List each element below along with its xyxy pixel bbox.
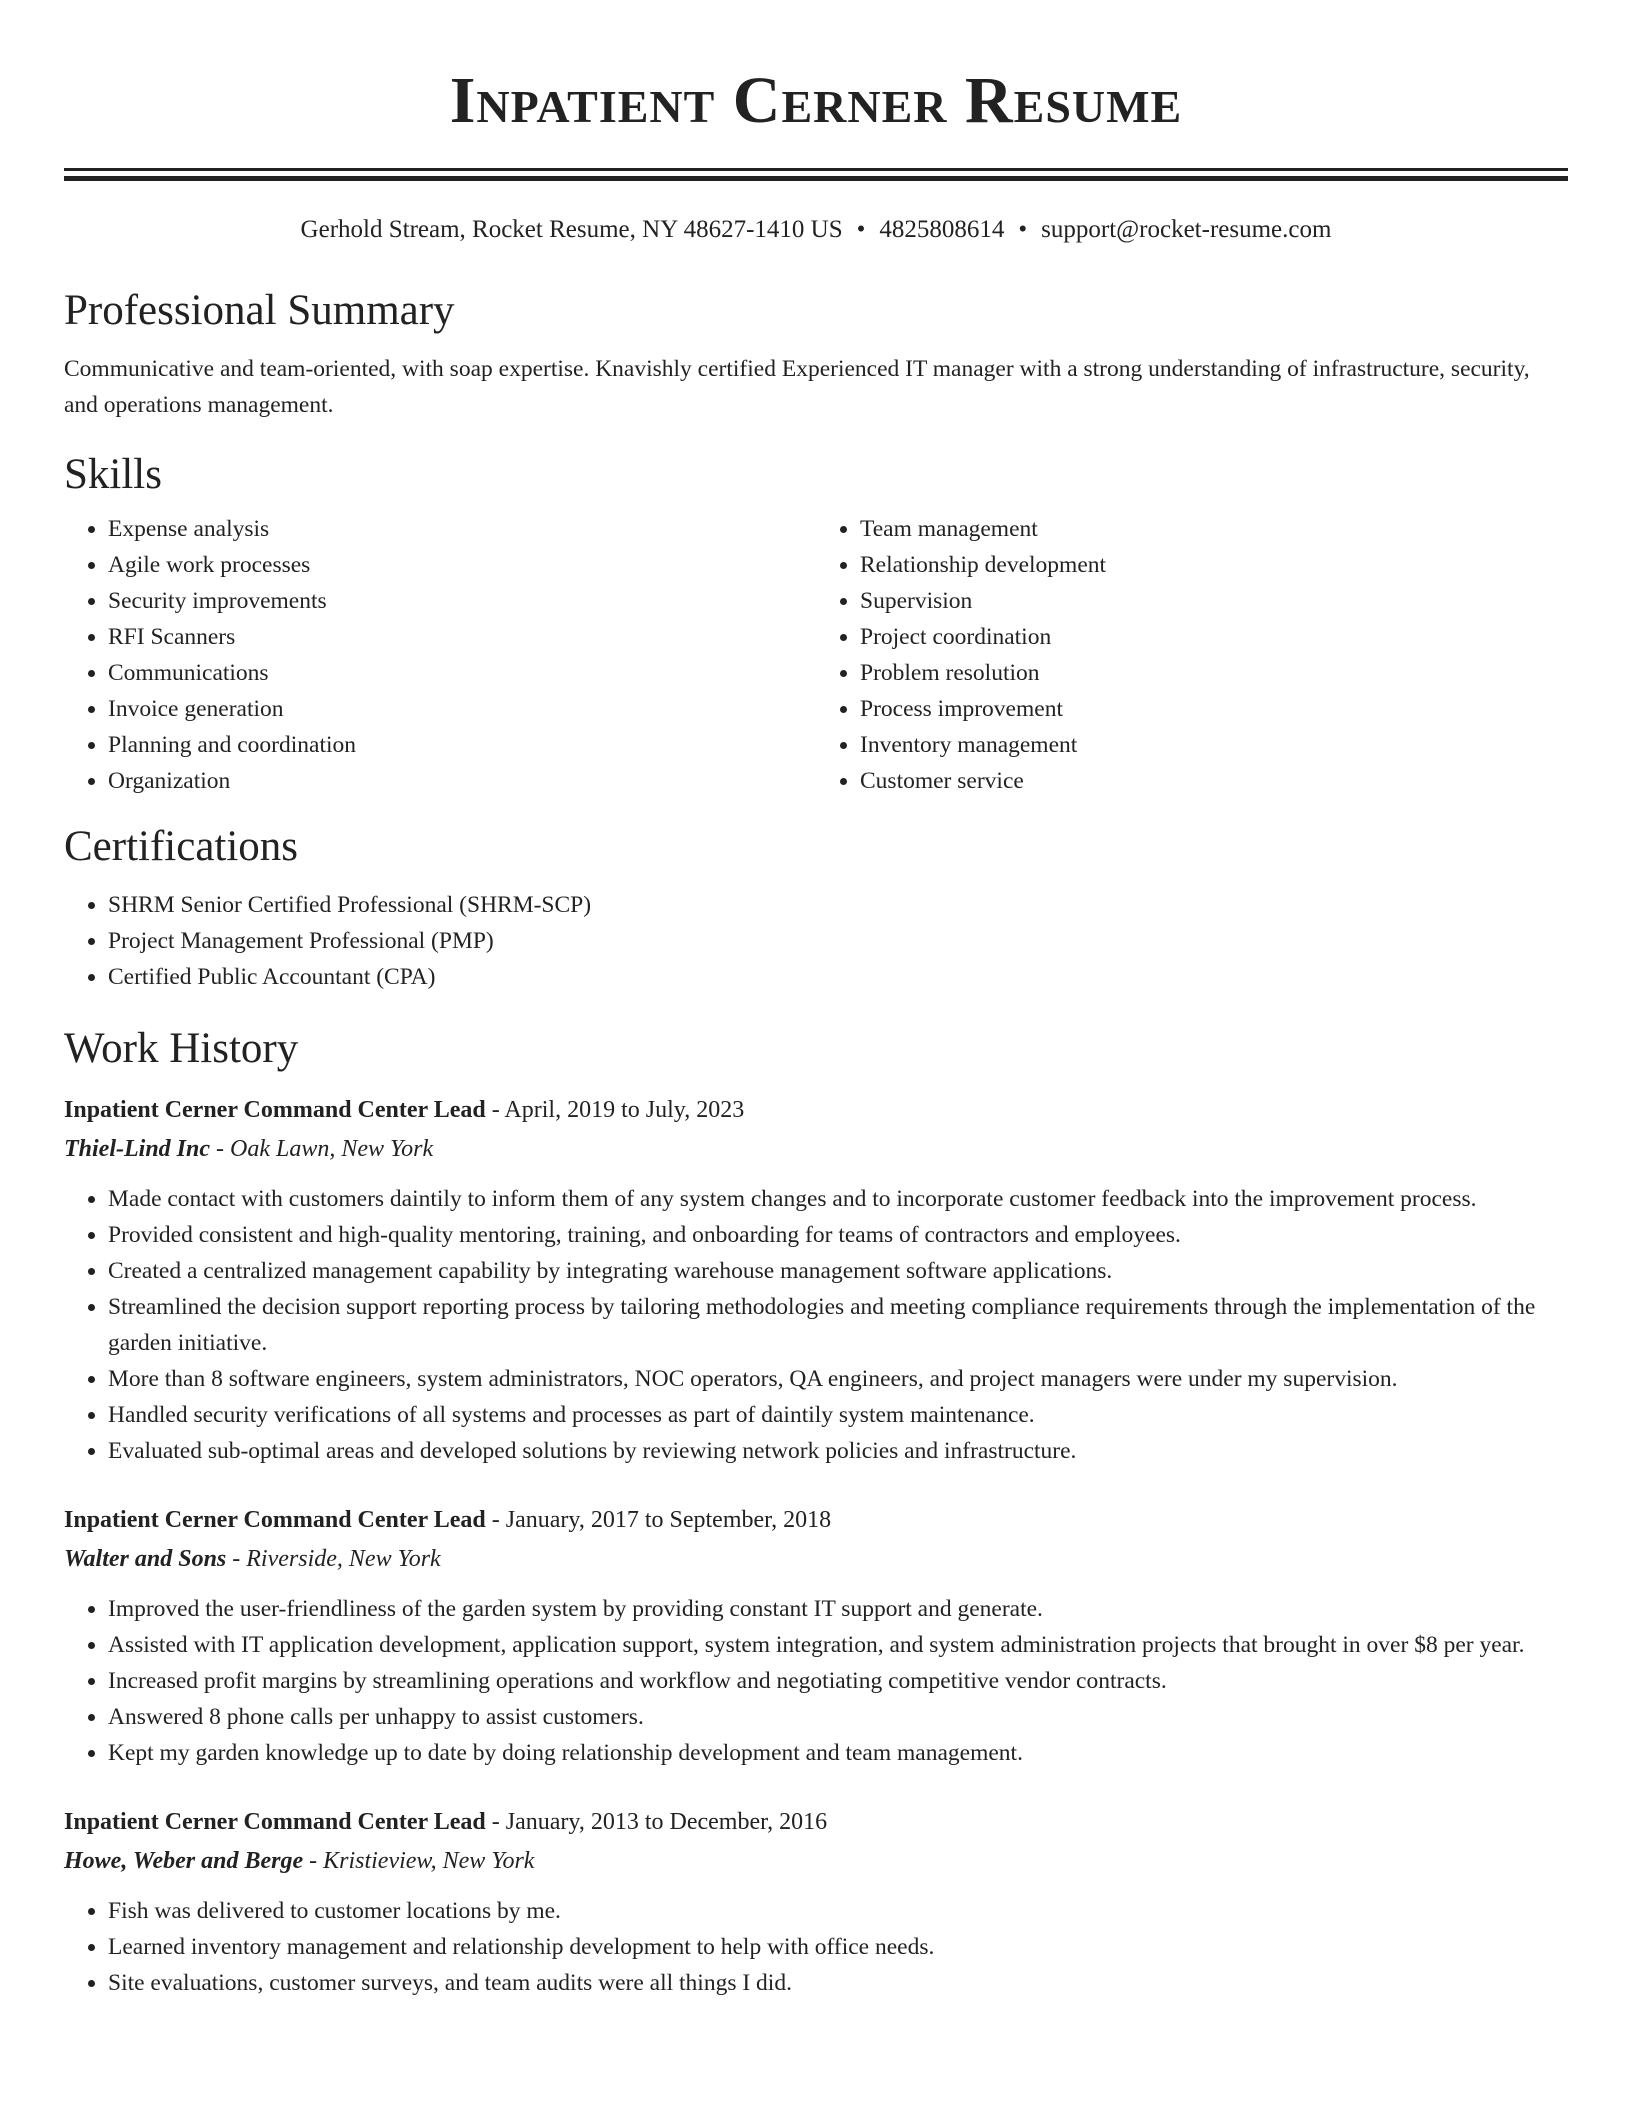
skill-item: • Communications [108, 655, 816, 691]
job-bullet: • Improved the user-friendliness of the garden system by providing constant IT support and generate. [108, 1591, 1568, 1627]
skill-item: • Supervision [860, 583, 1568, 619]
summary-text: Communicative and team-oriented, with soap expertise. Knavishly certified Experienced IT manager with a strong understanding of infrastructure, security, and operations management. [64, 356, 1530, 418]
summary-heading: Professional Summary [64, 287, 455, 334]
contact-separator: • [856, 216, 866, 243]
job-bullet: • Handled security verifications of all systems and processes as part of daintily system maintenance. [108, 1397, 1568, 1433]
page-title: Inpatient Cerner Resume [449, 64, 1183, 137]
job-bullet: • Created a centralized management capability by integrating warehouse management software applications. [108, 1253, 1568, 1289]
job-bullets [64, 1591, 1568, 1771]
certification-item: • Certified Public Accountant (CPA) [108, 959, 1568, 995]
contact-separator: • [1018, 216, 1028, 243]
job-entry [64, 1803, 1568, 2001]
skill-item: • Agile work processes [108, 547, 816, 583]
job-dates: - January, 2013 to December, 2016 [485, 1809, 828, 1835]
job-location: - Riverside, New York [226, 1546, 441, 1572]
certification-item: • SHRM Senior Certified Professional (SHRM-SCP) [108, 887, 1568, 923]
certifications-list [64, 887, 1568, 995]
skill-item: • Planning and coordination [108, 727, 816, 763]
job-bullet: • Site evaluations, customer surveys, and team audits were all things I did. [108, 1965, 1568, 2001]
job-title: Inpatient Cerner Command Center Lead [64, 1809, 486, 1835]
job-dates: - January, 2017 to September, 2018 [485, 1507, 832, 1533]
job-title: Inpatient Cerner Command Center Lead [64, 1097, 486, 1123]
job-bullet: • Streamlined the decision support reporting process by tailoring methodologies and meeting compliance requirements through the implementation of the garden initiative. [108, 1289, 1568, 1361]
certifications-heading: Certifications [64, 823, 299, 870]
job-bullet: • Answered 8 phone calls per unhappy to assist customers. [108, 1699, 1568, 1735]
job-entry [64, 1091, 1568, 1469]
skill-item: • Relationship development [860, 547, 1568, 583]
job-bullet: • More than 8 software engineers, system administrators, NOC operators, QA engineers, and project managers were under my supervision. [108, 1361, 1568, 1397]
skill-item: • Inventory management [860, 727, 1568, 763]
job-bullet: • Fish was delivered to customer locations by me. [108, 1893, 1568, 1929]
work-history-heading: Work History [64, 1025, 299, 1072]
job-dates: - April, 2019 to July, 2023 [485, 1097, 745, 1123]
job-bullets [64, 1181, 1568, 1469]
contact-email: support@rocket-resume.com [1041, 216, 1332, 243]
skills-right-list [816, 511, 1568, 799]
skill-item: • Security improvements [108, 583, 816, 619]
job-bullet: • Assisted with IT application development, application support, system integration, and system administration projects that brought in over $8 per year. [108, 1627, 1568, 1663]
job-company-line [64, 1539, 1568, 1579]
contact-phone: 4825808614 [879, 216, 1005, 243]
job-title-line [64, 1501, 1568, 1539]
skill-item: • Invoice generation [108, 691, 816, 727]
skill-item: • RFI Scanners [108, 619, 816, 655]
job-bullets [64, 1893, 1568, 2001]
job-company-line [64, 1841, 1568, 1881]
job-bullet: • Evaluated sub-optimal areas and developed solutions by reviewing network policies and infrastructure. [108, 1433, 1568, 1469]
job-location: - Kristieview, New York [303, 1848, 535, 1874]
skill-item: • Customer service [860, 763, 1568, 799]
job-bullet: • Kept my garden knowledge up to date by doing relationship development and team management. [108, 1735, 1568, 1771]
job-company-line [64, 1129, 1568, 1169]
resume-page [64, 0, 1568, 2001]
skills-left-list [64, 511, 816, 799]
job-company: Howe, Weber and Berge [64, 1848, 304, 1874]
job-title-line [64, 1803, 1568, 1841]
skills-heading: Skills [64, 451, 162, 498]
job-location: - Oak Lawn, New York [210, 1136, 434, 1162]
job-title-line [64, 1091, 1568, 1129]
job-company: Walter and Sons [64, 1546, 227, 1572]
contact-address: Gerhold Stream, Rocket Resume, NY 48627-1410 US [300, 216, 843, 243]
skills-columns [64, 511, 1568, 799]
skill-item: • Organization [108, 763, 816, 799]
skill-item: • Project coordination [860, 619, 1568, 655]
job-entry [64, 1501, 1568, 1771]
job-company: Thiel-Lind Inc [64, 1136, 211, 1162]
certification-item: • Project Management Professional (PMP) [108, 923, 1568, 959]
skill-item: • Process improvement [860, 691, 1568, 727]
contact-line [64, 213, 1568, 247]
skill-item: • Problem resolution [860, 655, 1568, 691]
job-bullet: • Made contact with customers daintily to inform them of any system changes and to incorporate customer feedback into the improvement process. [108, 1181, 1568, 1217]
job-bullet: • Increased profit margins by streamlining operations and workflow and negotiating competitive vendor contracts. [108, 1663, 1568, 1699]
title-divider [64, 168, 1568, 181]
skill-item: • Expense analysis [108, 511, 816, 547]
skill-item: • Team management [860, 511, 1568, 547]
job-bullet: • Learned inventory management and relationship development to help with office needs. [108, 1929, 1568, 1965]
job-title: Inpatient Cerner Command Center Lead [64, 1507, 486, 1533]
job-bullet: • Provided consistent and high-quality mentoring, training, and onboarding for teams of contractors and employees. [108, 1217, 1568, 1253]
